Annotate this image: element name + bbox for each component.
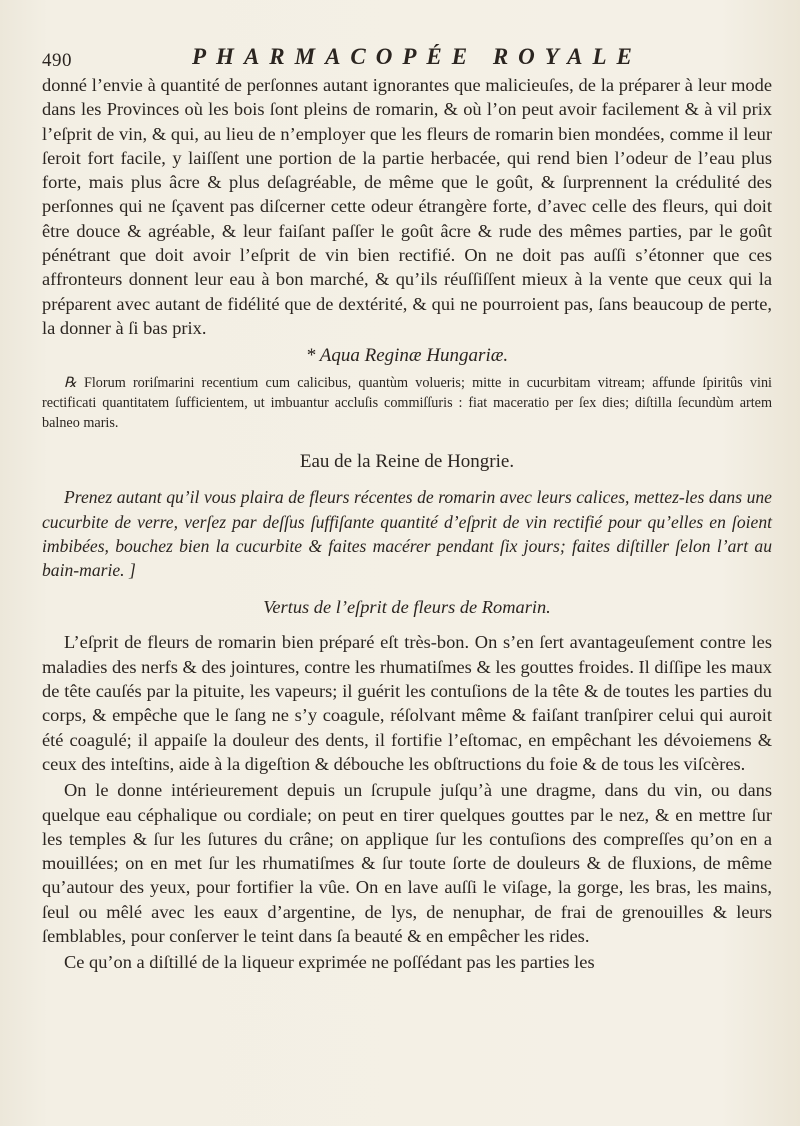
running-title: PHARMACOPÉE ROYALE (192, 44, 642, 69)
recipe-title-french: Eau de la Reine de Hongrie. (299, 451, 515, 473)
page-header (42, 44, 772, 74)
dosage-paragraph: On le donne intérieurement depuis un ſcrupule juſqu’à une dragme, dans du vin, ou dans quelque eau céphalique ou cordiale; on peut en tirer quelques gouttes par le nez, & en mettre ſur les temples & ſur les ſutures du crâne; on applique ſur les contuſions des compreſſes qu’on en a mouillées; on en met ſur les rhumatiſmes & ſur toute ſorte de douleurs & de fluxions, de même qu’autour des yeux, pour fortifier la vûe. On en lave auſſi le viſage, la gorge, les bras, les mains, ſeul ou mêlé avec les eaux d’argentine, de lys, de nenuphar, de frai de grenouilles & leurs ſemblables, pour conſerver le teint dans ſa beauté & en empêcher les rides. (42, 780, 772, 947)
latin-recipe (42, 373, 772, 433)
page-number: 490 (42, 50, 72, 71)
recipe-title-latin: * Aqua Reginæ Hungariæ. (305, 345, 509, 367)
recipe-symbol: ℞ (64, 375, 77, 392)
latin-recipe-text: Florum roriſmarini recentium cum calicibus, quantùm volueris; mitte in cucurbitam vitream; affunde ſpiritûs vini rectificati quantitatem ſufficientem, ut imbuantur accluſis commiſſuris : fiat maceratio per ſex dies; diſtilla ſecundùm artem balneo maris. (42, 375, 772, 432)
closing-paragraph: Ce qu’on a diſtillé de la liqueur exprimée ne poſſédant pas les parties les (64, 952, 595, 973)
paragraph-continuation: donné l’envie à quantité de perſonnes autant ignorantes que malicieuſes, de la préparer à leur mode dans les Provinces où les bois ſont pleins de romarin, & où l’on peut avoir facilement & à vil prix l’eſprit de vin, & qui, au lieu de n’employer que les fleurs de romarin bien mondées, comme il leur ſeroit fort facile, y laiſſent une portion de la partie herbacée, qui rend bien l’odeur de l’eau plus forte, mais plus âcre & plus deſagréable, de même que le goût, & ſurprennent la crédulité des perſonnes qui ne ſçavent pas diſcerner cette odeur étrangère forte, d’avec celle des fleurs, qui doit être douce & agréable, & leur faiſant paſſer le goût âcre & rude des mêmes parties, par le goût pénétrant que doit avoir l’eſprit de vin bien rectifié. On ne doit pas auſſi s’étonner que ces affronteurs donnent leur eau à bon marché, & qu’ils réuſſiſſent mieux à la vente que ceux qui la préparent avec autant de fidélité que de dextérité, & qui ne pourroient pas, ſans beaucoup de perte, la donner à ſi bas prix. (42, 75, 772, 338)
virtues-paragraph: L’eſprit de fleurs de romarin bien préparé eſt très-bon. On s’en ſert avantageuſement contre les maladies des nerfs & des jointures, contre les rhumatiſmes & les gouttes froides. Il diſſipe les maux de tête cauſés par la pituite, les vapeurs; il guérit les contuſions de la tête & de toutes les parties du corps, & empêche que le ſang ne s’y coagule, réſolvant même & faiſant tranſpirer celui qui auroit été coagulé; il appaiſe la douleur des dents, il fortifie l’eſtomac, en empêchant les dévoiemens & ceux des inteſtins, aide à la digeſtion & débouche les obſtructions du foie & de tous les viſcères. (42, 632, 772, 774)
virtues-heading: Vertus de l’eſprit de fleurs de Romarin. (263, 597, 551, 618)
page-body (42, 73, 772, 975)
recipe-instructions: Prenez autant qu’il vous plaira de fleurs récentes de romarin avec leurs calices, mettez-les dans une cucurbite de verre, verſez par deſſus ſuffiſante quantité d’eſprit de vin rectifié pour qu’elles en ſoient imbibées, bouchez bien la cucurbite & faites macérer pendant ſix jours; faites diſtiller ſelon l’art au bain-marie. ] (42, 487, 772, 581)
